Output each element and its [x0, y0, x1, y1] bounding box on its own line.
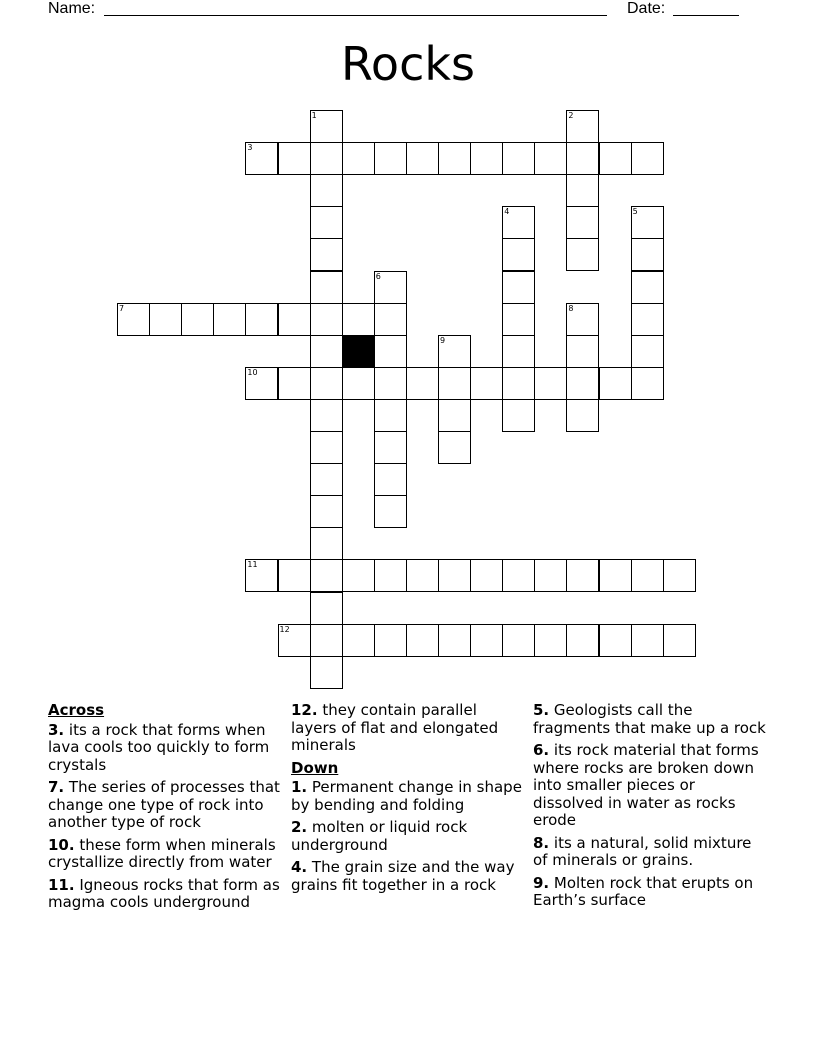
grid-cell[interactable]: [245, 303, 278, 336]
clue-text: Permanent change in shape by bending and folding: [291, 778, 522, 814]
grid-cell[interactable]: [406, 142, 439, 175]
grid-cell[interactable]: [342, 142, 375, 175]
grid-cell[interactable]: [245, 142, 278, 175]
grid-cell[interactable]: [310, 463, 343, 496]
grid-cell[interactable]: [438, 142, 471, 175]
grid-cell[interactable]: [631, 238, 664, 271]
grid-cell[interactable]: [470, 559, 503, 592]
grid-cell[interactable]: [534, 142, 567, 175]
clue-text: its a rock that forms when lava cools too quickly to form crystals: [48, 720, 270, 774]
clue-text: Geologists call the fragments that make up a rock: [533, 701, 766, 737]
grid-cell[interactable]: [502, 399, 535, 432]
grid-cell[interactable]: [438, 367, 471, 400]
clue-text: they contain parallel layers of flat and elongated minerals: [291, 701, 499, 754]
grid-cell[interactable]: [406, 624, 439, 657]
grid-cell[interactable]: [310, 592, 343, 625]
clue-number: 3.: [48, 720, 65, 739]
cell-number: 11: [247, 560, 258, 570]
grid-cell[interactable]: [502, 624, 535, 657]
clue-across-11: [48, 877, 284, 912]
down-heading: Down: [291, 758, 339, 777]
grid-cell[interactable]: [631, 367, 664, 400]
grid-cell[interactable]: [406, 367, 439, 400]
clue-number: 4.: [291, 858, 308, 876]
grid-cell[interactable]: [566, 238, 599, 271]
cell-number: 12: [279, 624, 290, 634]
cell-number: 9: [440, 335, 446, 345]
grid-cell[interactable]: [310, 110, 343, 143]
clue-text: The grain size and the way grains fit together in a rock: [291, 858, 515, 894]
clue-across-7: [48, 779, 284, 832]
clue-text: these form when minerals crystallize directly from water: [48, 835, 276, 871]
clues-column-1: [48, 702, 284, 917]
grid-cell[interactable]: [566, 110, 599, 143]
grid-cell[interactable]: [663, 559, 696, 592]
grid-cell[interactable]: [310, 624, 343, 657]
grid-cell[interactable]: [245, 559, 278, 592]
clue-number: 7.: [48, 778, 65, 796]
grid-cell[interactable]: [566, 174, 599, 207]
clue-number: 12.: [291, 701, 318, 719]
cell-number: 3: [247, 143, 253, 153]
grid-cell[interactable]: [374, 303, 407, 336]
grid-cell[interactable]: [502, 271, 535, 304]
clue-down-1: [291, 779, 527, 814]
grid-cell[interactable]: [374, 624, 407, 657]
cell-number: 7: [119, 303, 125, 313]
grid-cell[interactable]: [374, 463, 407, 496]
grid-cell[interactable]: [534, 624, 567, 657]
grid-cell[interactable]: [534, 367, 567, 400]
grid-cell[interactable]: [502, 303, 535, 336]
grid-cell[interactable]: [631, 271, 664, 304]
clue-down-9: [533, 875, 769, 910]
grid-cell[interactable]: [310, 431, 343, 464]
clue-down-4: [291, 859, 527, 894]
grid-cell[interactable]: [374, 431, 407, 464]
grid-cell[interactable]: [374, 559, 407, 592]
grid-cell[interactable]: [566, 303, 599, 336]
grid-cell[interactable]: [566, 335, 599, 368]
grid-cell[interactable]: [438, 559, 471, 592]
clue-text: The series of processes that change one type of rock into another type of rock: [48, 778, 280, 831]
grid-block: [342, 335, 375, 368]
grid-cell[interactable]: [310, 656, 343, 689]
clue-across-3: [48, 722, 284, 775]
grid-cell[interactable]: [310, 559, 343, 592]
grid-cell[interactable]: [470, 624, 503, 657]
grid-cell[interactable]: [599, 142, 632, 175]
grid-cell[interactable]: [566, 367, 599, 400]
grid-cell[interactable]: [310, 142, 343, 175]
grid-cell[interactable]: [599, 367, 632, 400]
name-label: Name:: [48, 0, 96, 17]
clue-number: 9.: [533, 873, 550, 892]
grid-cell[interactable]: [310, 367, 343, 400]
clue-down-6: [533, 742, 769, 830]
grid-cell[interactable]: [310, 206, 343, 239]
grid-cell[interactable]: [310, 303, 343, 336]
cell-number: 4: [504, 207, 510, 217]
grid-cell[interactable]: [374, 142, 407, 175]
puzzle-title: Rocks: [341, 37, 475, 91]
grid-cell[interactable]: [374, 271, 407, 304]
grid-cell[interactable]: [566, 559, 599, 592]
grid-cell[interactable]: [631, 559, 664, 592]
grid-cell[interactable]: [278, 303, 311, 336]
grid-cell[interactable]: [374, 399, 407, 432]
grid-cell[interactable]: [566, 142, 599, 175]
clue-number: 11.: [48, 875, 75, 894]
grid-cell[interactable]: [438, 335, 471, 368]
across-heading: Across: [48, 701, 105, 719]
clue-text: Igneous rocks that form as magma cools underground: [48, 875, 280, 911]
grid-cell[interactable]: [213, 303, 246, 336]
clue-number: 6.: [533, 741, 550, 759]
date-label: Date:: [627, 0, 666, 17]
clue-across-10: [48, 837, 284, 872]
grid-cell[interactable]: [149, 303, 182, 336]
grid-cell[interactable]: [631, 624, 664, 657]
grid-cell[interactable]: [566, 399, 599, 432]
grid-cell[interactable]: [470, 367, 503, 400]
grid-cell[interactable]: [502, 367, 535, 400]
cell-number: 6: [375, 271, 381, 281]
clue-text: Molten rock that erupts on Earth’s surface: [533, 873, 754, 909]
cell-number: 10: [247, 367, 258, 377]
grid-cell[interactable]: [310, 174, 343, 207]
grid-cell[interactable]: [438, 624, 471, 657]
clue-text: its rock material that forms where rocks are broken down into smaller pieces or dissolved in water as rocks erode: [533, 741, 759, 829]
grid-cell[interactable]: [663, 624, 696, 657]
grid-cell[interactable]: [566, 624, 599, 657]
clues-column-2: [291, 702, 527, 899]
grid-cell[interactable]: [566, 206, 599, 239]
grid-cell[interactable]: [310, 399, 343, 432]
grid-cell[interactable]: [342, 559, 375, 592]
cell-number: 1: [311, 111, 317, 120]
grid-cell[interactable]: [342, 367, 375, 400]
clue-number: 5.: [533, 701, 550, 719]
grid-cell[interactable]: [502, 559, 535, 592]
grid-cell[interactable]: [438, 431, 471, 464]
grid-cell[interactable]: [631, 335, 664, 368]
clues-column-3: [533, 702, 769, 915]
grid-cell[interactable]: [502, 142, 535, 175]
cell-number: 2: [568, 111, 574, 120]
grid-cell[interactable]: [310, 271, 343, 304]
grid-cell[interactable]: [438, 399, 471, 432]
grid-cell[interactable]: [534, 559, 567, 592]
clue-number: 1.: [291, 778, 308, 796]
grid-cell[interactable]: [245, 367, 278, 400]
grid-cell[interactable]: [470, 142, 503, 175]
clue-number: 10.: [48, 835, 75, 854]
grid-cell[interactable]: [310, 527, 343, 560]
clue-number: 2.: [291, 818, 308, 836]
grid-cell[interactable]: [278, 559, 311, 592]
grid-cell[interactable]: [310, 495, 343, 528]
grid-cell[interactable]: [278, 624, 311, 657]
grid-cell[interactable]: [374, 367, 407, 400]
grid-cell[interactable]: [310, 335, 343, 368]
grid-cell[interactable]: [342, 624, 375, 657]
cell-number: 8: [568, 303, 574, 313]
clue-across-12: [291, 702, 527, 755]
grid-cell[interactable]: [278, 142, 311, 175]
cell-number: 5: [632, 207, 638, 217]
clue-down-8: [533, 835, 769, 870]
clue-down-5: [533, 702, 769, 737]
grid-cell[interactable]: [117, 303, 150, 336]
grid-cell[interactable]: [310, 238, 343, 271]
grid-cell[interactable]: [502, 206, 535, 239]
grid-cell[interactable]: [599, 559, 632, 592]
grid-cell[interactable]: [502, 238, 535, 271]
clue-text: its a natural, solid mixture of minerals or grains.: [533, 833, 752, 869]
grid-cell[interactable]: [181, 303, 214, 336]
grid-cell[interactable]: [631, 206, 664, 239]
grid-cell[interactable]: [374, 495, 407, 528]
grid-cell[interactable]: [406, 559, 439, 592]
clue-text: molten or liquid rock underground: [291, 818, 468, 854]
clue-down-2: [291, 819, 527, 854]
grid-cell[interactable]: [374, 335, 407, 368]
clue-number: 8.: [533, 833, 550, 852]
grid-cell[interactable]: [631, 303, 664, 336]
grid-cell[interactable]: [599, 624, 632, 657]
grid-cell[interactable]: [502, 335, 535, 368]
grid-cell[interactable]: [342, 303, 375, 336]
grid-cell[interactable]: [631, 142, 664, 175]
grid-cell[interactable]: [278, 367, 311, 400]
